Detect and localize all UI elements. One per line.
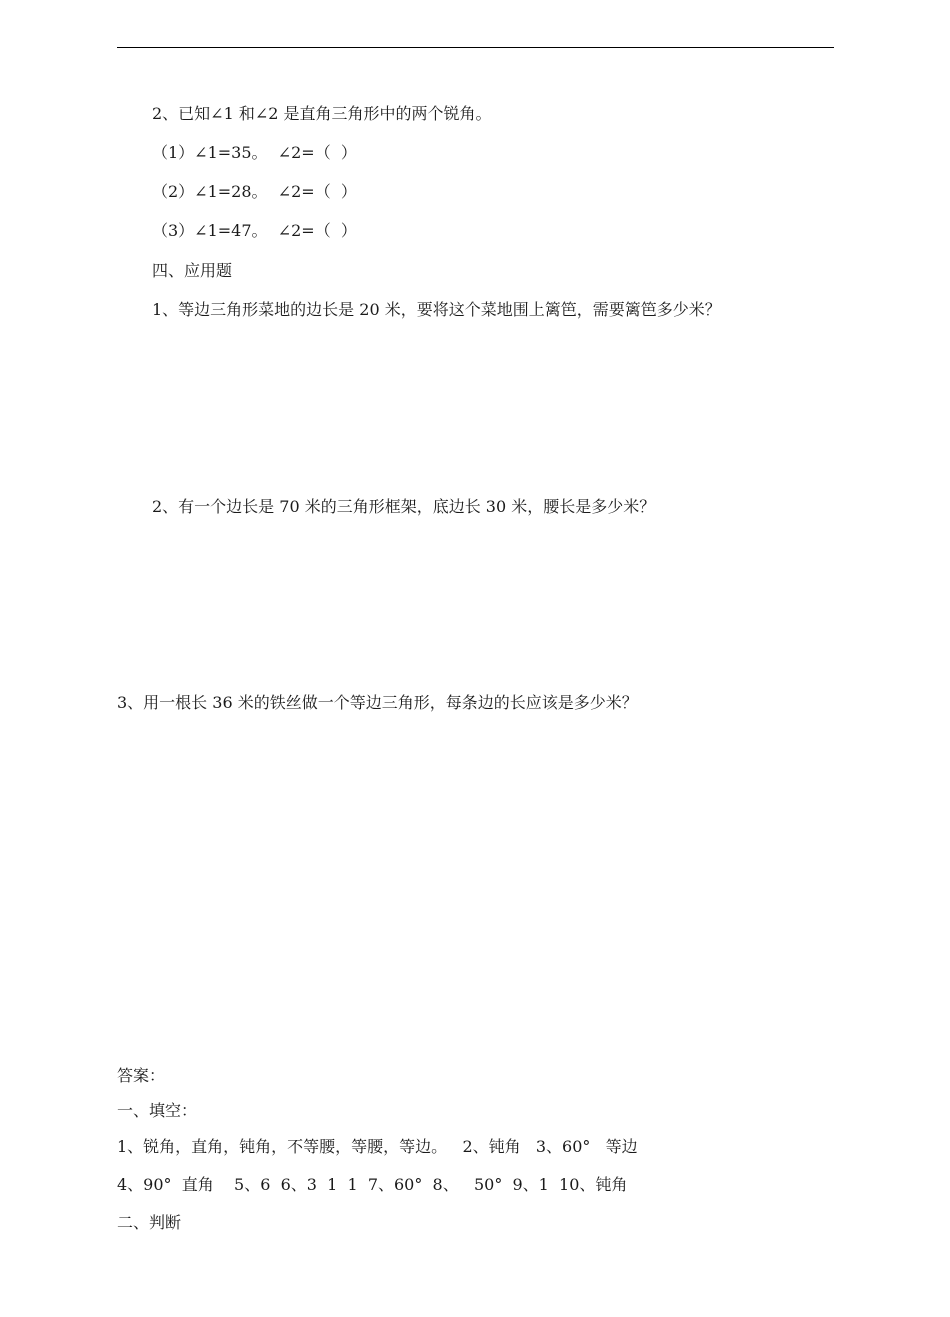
answers-part1-heading: 一、填空： [117, 1101, 198, 1120]
answers-line-1: 1、锐角，直角，钝角，不等腰，等腰，等边。 2、钝角 3、60° 等边 [117, 1137, 638, 1156]
answers-heading: 答案： [117, 1066, 166, 1085]
application-question-2: 2、有一个边长是 70 米的三角形框架，底边长 30 米，腰长是多少米？ [152, 497, 656, 516]
answers-line-2: 4、90° 直角 5、6 6、3 1 1 7、60° 8、 50° 9、1 10、钝角 [117, 1175, 628, 1194]
question-angle-item-3: （3）∠1=47。 ∠2=（ ） [152, 221, 357, 240]
question-angle-item-2: （2）∠1=28。 ∠2=（ ） [152, 182, 357, 201]
question-angle-stem: 2、已知∠1 和∠2 是直角三角形中的两个锐角。 [152, 104, 492, 123]
answers-part2-heading: 二、判断 [117, 1213, 182, 1232]
application-question-1: 1、等边三角形菜地的边长是 20 米，要将这个菜地围上篱笆，需要篱笆多少米？ [152, 300, 721, 319]
application-question-3: 3、用一根长 36 米的铁丝做一个等边三角形，每条边的长应该是多少米？ [117, 693, 638, 712]
section-heading-application: 四、应用题 [152, 261, 233, 280]
question-angle-item-1: （1）∠1=35。 ∠2=（ ） [152, 143, 357, 162]
header-rule [117, 47, 834, 48]
